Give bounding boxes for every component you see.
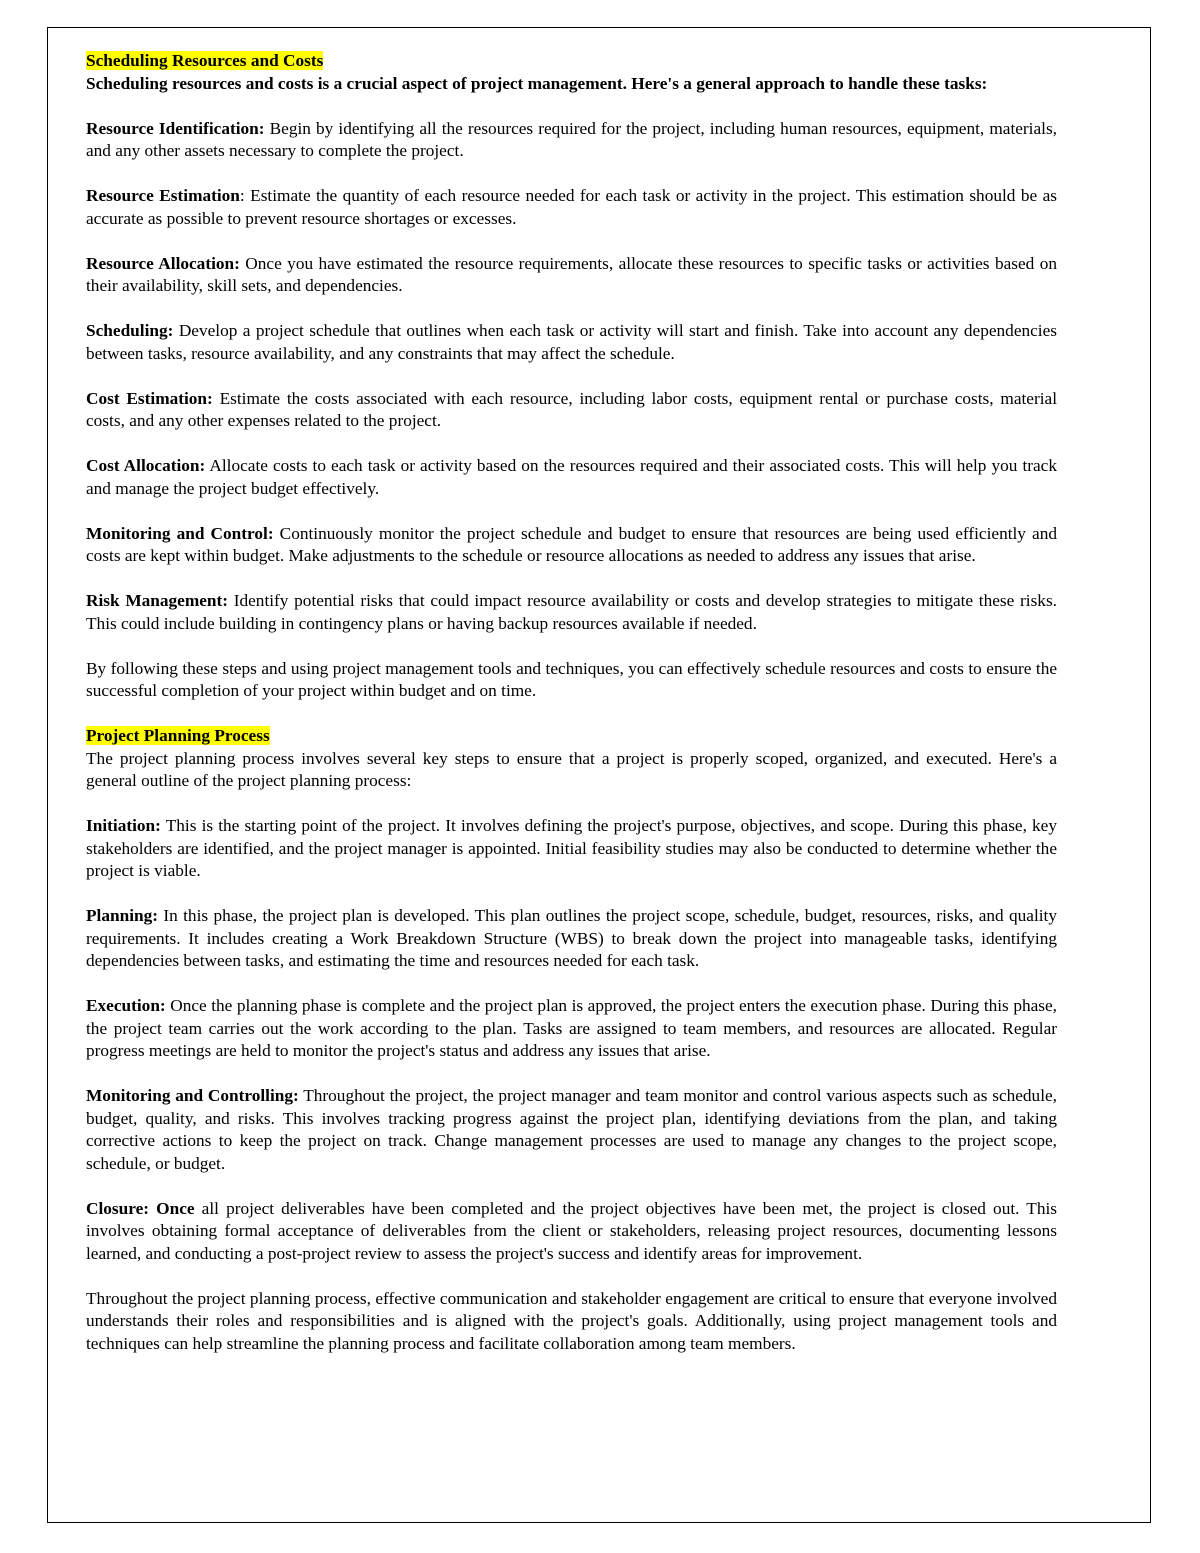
term: Monitoring and Controlling: xyxy=(86,1086,299,1105)
term: Closure: Once xyxy=(86,1198,195,1218)
paragraph-cost-estimation xyxy=(86,388,1057,433)
paragraph-monitoring-and-controlling xyxy=(86,1085,1057,1175)
paragraph-initiation xyxy=(86,815,1057,883)
paragraph-text: Estimate the costs associated with each resource, including labor costs, equipment rental or purchase costs, material costs, and any other expenses related to the project. xyxy=(86,388,1057,430)
spacer xyxy=(86,95,1057,118)
term: Resource Allocation: xyxy=(86,253,240,273)
highlighted-heading-text: Project Planning Process xyxy=(86,726,270,745)
paragraph-text: Continuously monitor the project schedule and budget to ensure that resources are being used efficiently and costs are kept within budget. Make adjustments to the schedule or resource allocations as needed to address any issues that arise. xyxy=(86,523,1057,565)
section-intro: Scheduling resources and costs is a crucial aspect of project management. Here's a general approach to handle these tasks: xyxy=(86,73,988,93)
paragraph-text: This is the starting point of the project. It involves defining the project's purpose, objectives, and scope. During this phase, key stakeholders are identified, and the project manager is appointed. Initial feasibility studies may also be conducted to determine whether the project is viable. xyxy=(86,816,1057,880)
section-closing: By following these steps and using project management tools and techniques, you can effectively schedule resources and costs to ensure the successful completion of your project within budget and on time. xyxy=(86,658,1057,700)
paragraph-text: Develop a project schedule that outlines when each task or activity will start and finish. Take into account any dependencies between tasks, resource availability, and any constraints that may affect the schedule. xyxy=(86,321,1057,363)
term: Monitoring and Control: xyxy=(86,523,274,543)
term: Cost Allocation: xyxy=(86,456,206,475)
paragraph-text: Once the planning phase is complete and the project plan is approved, the project enters the execution phase. During this phase, the project team carries out the work according to the plan. Tasks are assigned to team members, and resources are allocated. Regular progress meetings are held to monitor the project's status and address any issues that arise. xyxy=(86,996,1057,1060)
term: Initiation: xyxy=(86,816,161,835)
paragraph-scheduling xyxy=(86,320,1057,365)
term: Scheduling: xyxy=(86,321,174,340)
paragraph-text: Throughout the project, the project manager and team monitor and control various aspects such as schedule, budget, quality, and risks. This involves tracking progress against the project plan, identifying deviations from the plan, and taking corrective actions to keep the project on track. Change management processes are used to manage any changes to the project scope, schedule, or budget. xyxy=(86,1086,1057,1173)
paragraph-cost-allocation xyxy=(86,455,1057,500)
paragraph-text: Begin by identifying all the resources required for the project, including human resources, equipment, materials, and any other assets necessary to complete the project. xyxy=(86,118,1057,160)
paragraph-execution xyxy=(86,995,1057,1063)
paragraph-text: : Estimate the quantity of each resource needed for each task or activity in the project. This estimation should be as accurate as possible to prevent resource shortages or excesses. xyxy=(86,186,1057,228)
term: Resource Identification: xyxy=(86,118,265,138)
term: Risk Management: xyxy=(86,591,229,610)
paragraph-resource-allocation xyxy=(86,253,1057,298)
term: Planning: xyxy=(86,906,159,925)
section-intro: The project planning process involves several key steps to ensure that a project is properly scoped, organized, and executed. Here's a general outline of the project planning process: xyxy=(86,748,1057,790)
paragraph-text: Once you have estimated the resource requirements, allocate these resources to specific tasks or activities based on their availability, skill sets, and dependencies. xyxy=(86,253,1057,295)
highlighted-heading-text: Scheduling Resources and Costs xyxy=(86,51,324,70)
paragraph-text: Identify potential risks that could impact resource availability or costs and develop strategies to mitigate these risks. This could include building in contingency plans or having backup resources available if needed. xyxy=(86,591,1057,633)
paragraph-risk-management xyxy=(86,590,1057,635)
paragraph-text: all project deliverables have been completed and the project objectives have been met, the project is closed out. This involves obtaining formal acceptance of deliverables from the client or stakeholders, releasing project resources, documenting lessons learned, and conducting a post-project review to assess the project's success and identify areas for improvement. xyxy=(86,1198,1057,1263)
section-heading-scheduling xyxy=(86,50,1057,73)
paragraph-text: In this phase, the project plan is developed. This plan outlines the project scope, schedule, budget, resources, risks, and quality requirements. It includes creating a Work Breakdown Structure (WBS) to break down the project into manageable tasks, identifying dependencies between tasks, and estimating the time and resources needed for each task. xyxy=(86,906,1057,970)
section-closing: Throughout the project planning process, effective communication and stakeholder engagement are critical to ensure that everyone involved understands their roles and responsibilities and is aligned with the project's goals. Additionally, using project management tools and techniques can help streamline the planning process and facilitate collaboration among team members. xyxy=(86,1288,1057,1353)
term: Cost Estimation: xyxy=(86,388,213,408)
document-body xyxy=(86,50,1057,1378)
paragraph-resource-identification xyxy=(86,118,1057,163)
paragraph-closure xyxy=(86,1198,1057,1266)
paragraph-planning xyxy=(86,905,1057,973)
paragraph-text: Allocate costs to each task or activity based on the resources required and their associated costs. This will help you track and manage the project budget effectively. xyxy=(86,456,1057,498)
paragraph-monitoring-and-control xyxy=(86,523,1057,568)
section-heading-project-planning xyxy=(86,725,1057,748)
term: Execution: xyxy=(86,996,166,1015)
paragraph-resource-estimation xyxy=(86,185,1057,230)
term: Resource Estimation xyxy=(86,186,240,205)
